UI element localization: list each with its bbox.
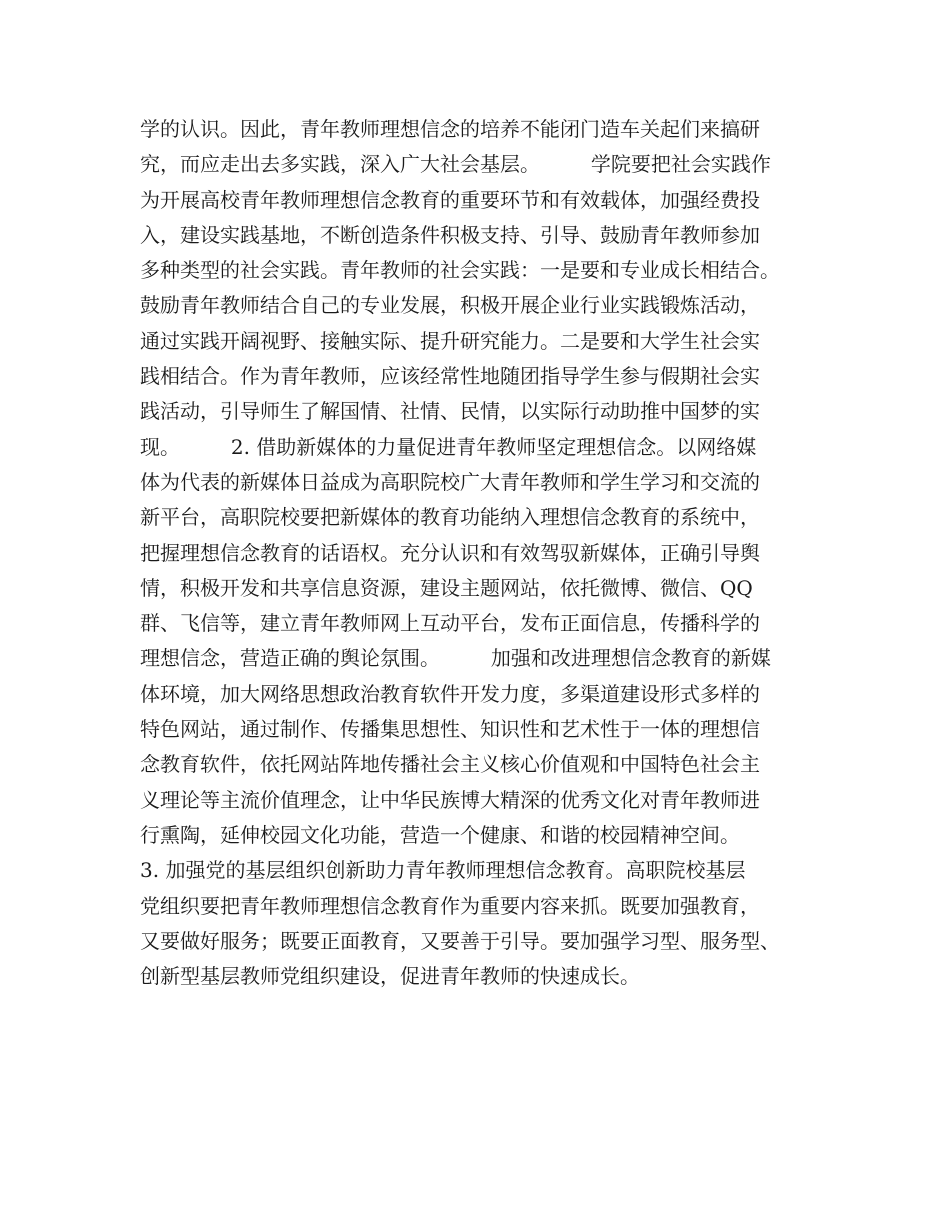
body-text (140, 112, 840, 994)
text-line: 为开展高校青年教师理想信念教育的重要环节和有效载体，加强经费投 (140, 187, 760, 212)
text-line: 鼓励青年教师结合自己的专业发展，积极开展企业行业实践锻炼活动， (140, 293, 760, 318)
text-line: 体为代表的新媒体日益成为高职院校广大青年教师和学生学习和交流的 (140, 469, 760, 494)
text-line: 新平台，高职院校要把新媒体的教育功能纳入理想信念教育的系统中， (140, 505, 760, 530)
text-line: 现。 2. 借助新媒体的力量促进青年教师坚定理想信念。以网络媒 (140, 434, 757, 459)
text-line: 践活动，引导师生了解国情、社情、民情，以实际行动助推中国梦的实 (140, 399, 760, 424)
text-line: 念教育软件，依托网站阵地传播社会主义核心价值观和中国特色社会主 (140, 752, 760, 777)
text-line: 3. 加强党的基层组织创新助力青年教师理想信念教育。高职院校基层 (140, 858, 746, 883)
text-line: 理想信念，营造正确的舆论氛围。 加强和改进理想信念教育的新媒 (140, 646, 771, 671)
text-line: 学的认识。因此，青年教师理想信念的培养不能闭门造车关起们来搞研 (140, 117, 760, 141)
text-line: 又要做好服务；既要正面教育，又要善于引导。要加强学习型、服务型、 (140, 928, 780, 953)
text-line: 入，建设实践基地，不断创造条件积极支持、引导、鼓励青年教师参加 (140, 222, 760, 247)
text-line: 特色网站，通过制作、传播集思想性、知识性和艺术性于一体的理想信 (140, 717, 760, 742)
text-line: 创新型基层教师党组织建设，促进青年教师的快速成长。 (140, 964, 640, 989)
text-line: 群、飞信等，建立青年教师网上互动平台，发布正面信息，传播科学的 (140, 611, 760, 636)
text-line: 行熏陶，延伸校园文化功能，营造一个健康、和谐的校园精神空间。 (140, 822, 740, 847)
text-line: 究，而应走出去多实践，深入广大社会基层。 学院要把社会实践作 (140, 152, 771, 177)
text-line: 体环境，加大网络思想政治教育软件开发力度，多渠道建设形式多样的 (140, 681, 760, 706)
text-line: 情，积极开发和共享信息资源，建设主题网站，依托微博、微信、QQ (140, 575, 753, 600)
text-line: 多种类型的社会实践。青年教师的社会实践：一是要和专业成长相结合。 (140, 258, 780, 283)
text-line: 践相结合。作为青年教师，应该经常性地随团指导学生参与假期社会实 (140, 364, 760, 389)
text-line: 通过实践开阔视野、接触实际、提升研究能力。二是要和大学生社会实 (140, 328, 760, 353)
text-line: 义理论等主流价值理念，让中华民族博大精深的优秀文化对青年教师进 (140, 787, 760, 812)
text-line: 党组织要把青年教师理想信念教育作为重要内容来抓。既要加强教育， (140, 893, 760, 918)
text-line: 把握理想信念教育的话语权。充分认识和有效驾驭新媒体，正确引导舆 (140, 540, 760, 565)
